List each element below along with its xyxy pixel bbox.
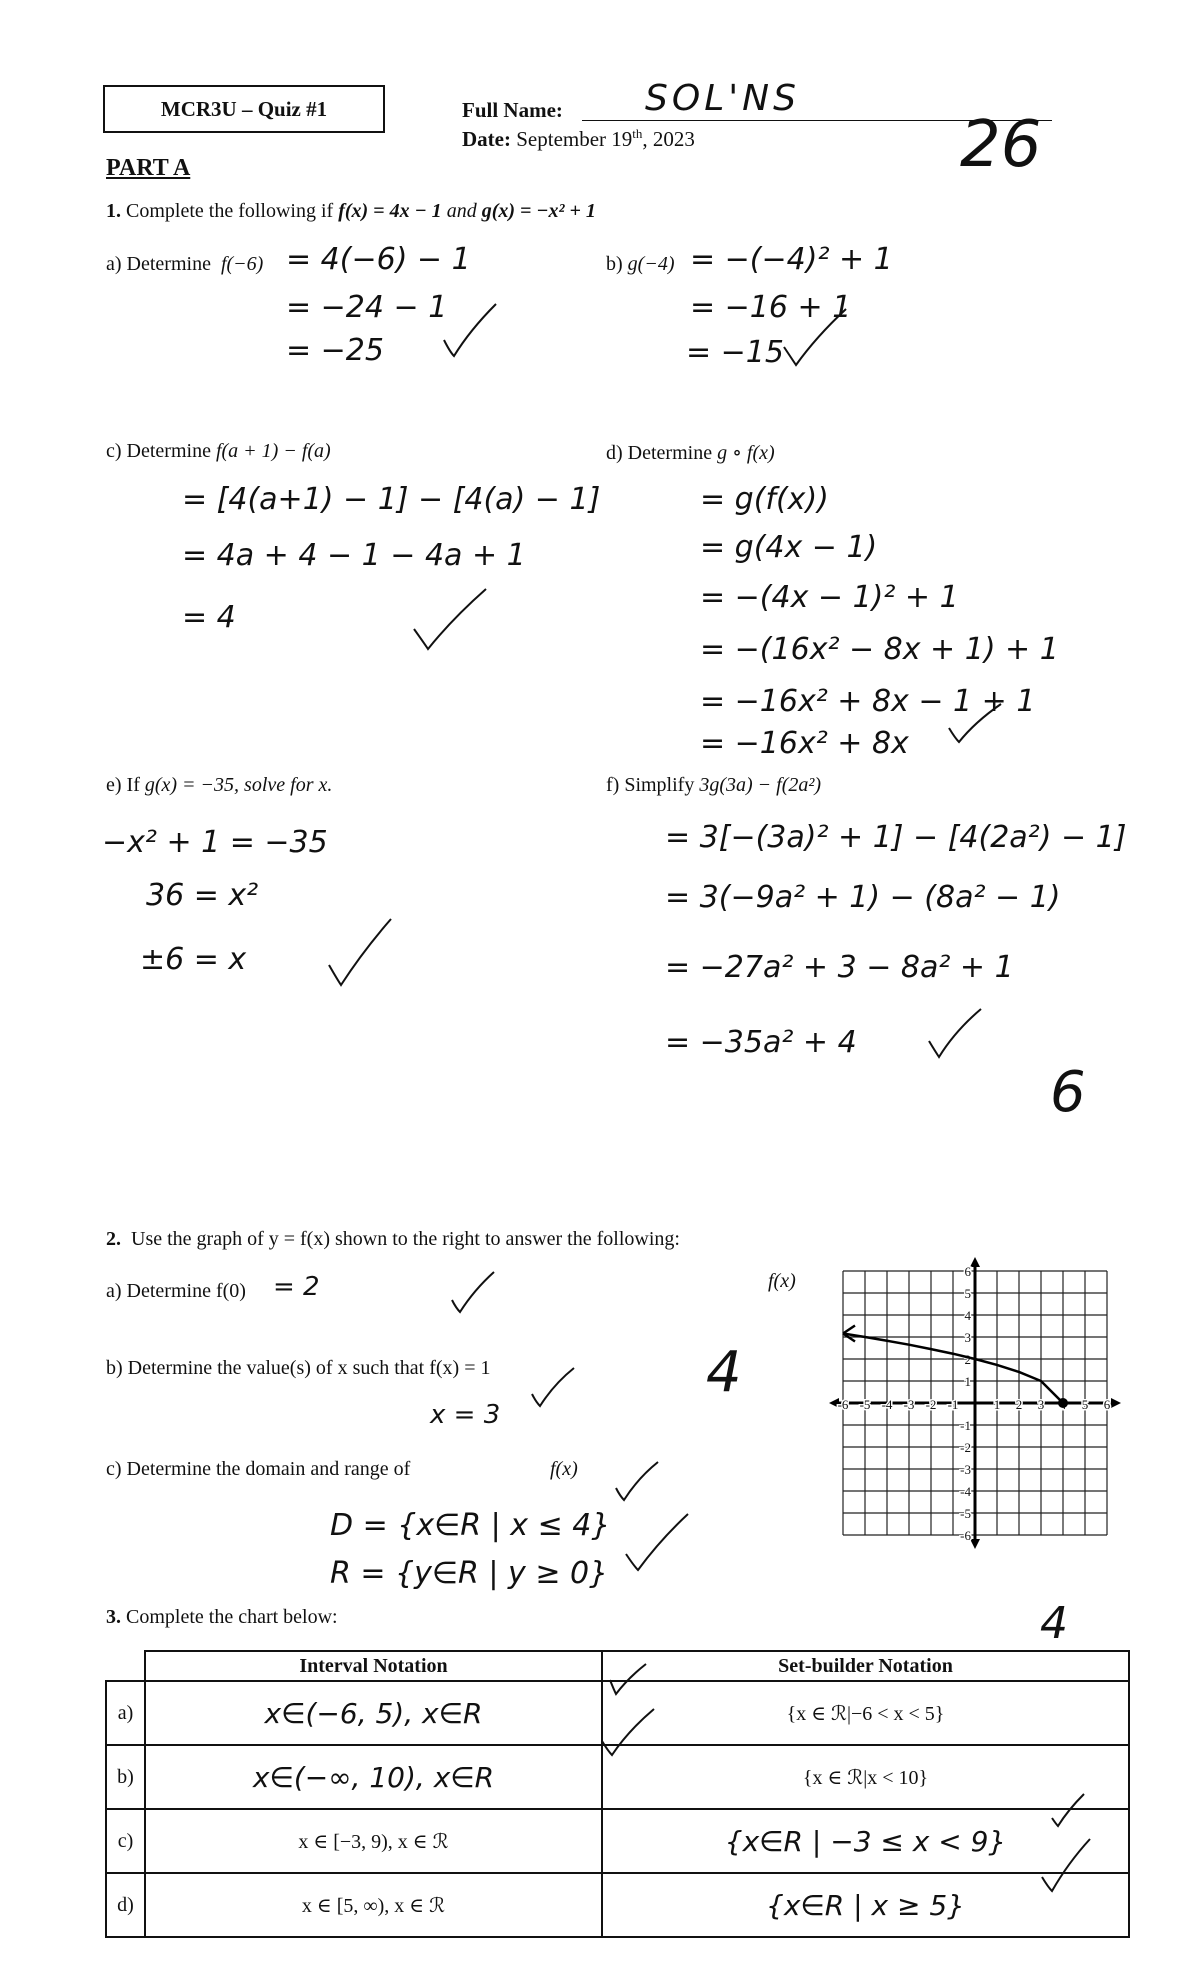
q3-prompt: 3. Complete the chart below: [106, 1606, 338, 1628]
check-mark-icon [598, 1705, 658, 1760]
y-tick-label: 3 [964, 1330, 971, 1345]
q1f-label: f) Simplify 3g(3a) − f(2a²) [606, 774, 822, 796]
y-tick-label: -3 [960, 1462, 971, 1477]
q2a-label: a) Determine f(0) [106, 1280, 246, 1302]
quiz-title: MCR3U – Quiz #1 [103, 85, 385, 133]
q2c-range: R = {y∈R | y ≥ 0} [330, 1556, 609, 1591]
total-mark: 26 [960, 108, 1042, 182]
setbuilder-cell: {x ∈ ℛ|x < 10} [602, 1745, 1129, 1809]
header-setbuilder: Set-builder Notation [602, 1651, 1129, 1681]
y-axis-arrow-icon [970, 1257, 980, 1267]
check-mark-icon [925, 1005, 985, 1060]
y-tick-label: 1 [964, 1374, 971, 1389]
interval-cell: x ∈ [−3, 9), x ∈ ℛ [145, 1809, 602, 1873]
q1e-work-2: 36 = x² [146, 878, 259, 913]
row-label: b) [106, 1745, 145, 1809]
check-mark-icon [612, 1458, 662, 1504]
check-mark-icon [1048, 1790, 1088, 1830]
q1a-work-3: = −25 [286, 333, 384, 368]
q1d-work-2: = g(4x − 1) [700, 530, 878, 565]
y-tick-label: 6 [964, 1264, 971, 1279]
table-corner [106, 1651, 145, 1681]
q1b-label: b) g(−4) [606, 253, 675, 275]
q1d-work-6: = −16x² + 8x [700, 726, 909, 761]
table-row [106, 1809, 1129, 1873]
row-label: c) [106, 1809, 145, 1873]
y-tick-label: 2 [964, 1352, 971, 1367]
y-tick-label: -1 [960, 1418, 971, 1433]
header-interval: Interval Notation [145, 1651, 602, 1681]
q1d-label: d) Determine g ∘ f(x) [606, 442, 775, 464]
check-mark-icon [410, 585, 490, 655]
x-tick-label: 6 [1103, 1397, 1111, 1412]
graph-label: f(x) [768, 1270, 796, 1292]
q1b-work-2: = −16 + 1 [690, 290, 852, 325]
y-tick-label: -2 [960, 1440, 971, 1455]
setbuilder-cell: {x ∈ ℛ|−6 < x < 5} [602, 1681, 1129, 1745]
interval-cell: x∈(−6, 5), x∈R [145, 1681, 602, 1745]
q1f-work-1: = 3[−(3a)² + 1] − [4(2a²) − 1] [665, 820, 1127, 855]
x-tick-label: -3 [903, 1397, 915, 1412]
graph-svg [815, 1243, 1135, 1563]
check-mark-icon [325, 915, 395, 990]
x-tick-label: -4 [881, 1397, 893, 1412]
check-mark-icon [1038, 1835, 1094, 1895]
row-label: a) [106, 1681, 145, 1745]
q1-mark: 6 [1050, 1060, 1086, 1125]
q1d-work-4: = −(16x² − 8x + 1) + 1 [700, 632, 1059, 667]
q1f-work-2: = 3(−9a² + 1) − (8a² − 1) [665, 880, 1061, 915]
setbuilder-cell: {x∈R | −3 ≤ x < 9} [602, 1809, 1129, 1873]
x-tick-label: -1 [947, 1397, 959, 1412]
q2c-label: c) Determine the domain and range of [106, 1458, 411, 1480]
q1f-work-4: = −35a² + 4 [665, 1025, 857, 1060]
name-value: SOL'NS [645, 78, 800, 119]
q2c-label-fn: f(x) [550, 1458, 578, 1480]
q1-prompt: 1. Complete the following if f(x) = 4x − 1 and g(x) = −x² + 1 [106, 200, 596, 222]
check-mark-icon [780, 305, 850, 370]
y-tick-label: -6 [960, 1528, 971, 1543]
check-mark-icon [448, 1268, 498, 1316]
q2c-domain: D = {x∈R | x ≤ 4} [330, 1508, 611, 1543]
q2a-answer: = 2 [273, 1272, 320, 1302]
x-axis-arrow-icon [1111, 1398, 1121, 1408]
date-line: Date: September 19th, 2023 [462, 126, 695, 151]
x-tick-label: -2 [925, 1397, 937, 1412]
x-tick-label: -6 [837, 1397, 849, 1412]
series-endpoint [1058, 1398, 1068, 1408]
y-tick-label: 4 [964, 1308, 971, 1323]
check-mark-icon [528, 1364, 578, 1410]
setbuilder-cell: {x∈R | x ≥ 5} [602, 1873, 1129, 1937]
q1c-work-2: = 4a + 4 − 1 − 4a + 1 [182, 538, 526, 573]
check-mark-icon [440, 300, 500, 360]
x-tick-label: 5 [1081, 1397, 1089, 1412]
q1e-label: e) If g(x) = −35, solve for x. [106, 774, 333, 796]
q2b-answer: x = 3 [430, 1400, 501, 1430]
interval-cell: x∈(−∞, 10), x∈R [145, 1745, 602, 1809]
q2-prompt: 2. Use the graph of y = f(x) shown to the right to answer the following: [106, 1228, 680, 1250]
q2-mark: 4 [706, 1340, 742, 1405]
q1a-work-1: = 4(−6) − 1 [286, 242, 471, 277]
y-axis-arrow-icon [970, 1539, 980, 1549]
y-tick-label: 5 [964, 1286, 971, 1301]
part-a-heading: PART A [106, 155, 191, 181]
q1f-work-3: = −27a² + 3 − 8a² + 1 [665, 950, 1014, 985]
check-mark-icon [622, 1510, 692, 1574]
row-label: d) [106, 1873, 145, 1937]
x-tick-label: -5 [859, 1397, 871, 1412]
table-row [106, 1873, 1129, 1937]
function-graph [815, 1243, 1135, 1568]
check-mark-icon [945, 700, 1005, 745]
q1b-work-1: = −(−4)² + 1 [690, 242, 893, 277]
q1c-work-3: = 4 [182, 600, 236, 635]
y-tick-label: -4 [960, 1484, 971, 1499]
q1d-work-5: = −16x² + 8x − 1 + 1 [700, 684, 1036, 719]
interval-cell: x ∈ [5, ∞), x ∈ ℛ [145, 1873, 602, 1937]
x-tick-label: 1 [993, 1397, 1001, 1412]
q1c-label: c) Determine f(a + 1) − f(a) [106, 440, 331, 462]
y-tick-label: -5 [960, 1506, 971, 1521]
x-tick-label: 2 [1015, 1397, 1023, 1412]
q1d-work-3: = −(4x − 1)² + 1 [700, 580, 959, 615]
q1d-work-1: = g(f(x)) [700, 482, 829, 517]
q1e-work-3: ±6 = x [140, 942, 247, 977]
q2b-label: b) Determine the value(s) of x such that f(x) = 1 [106, 1357, 491, 1379]
q1e-work-1: −x² + 1 = −35 [102, 825, 328, 860]
q1c-work-1: = [4(a+1) − 1] − [4(a) − 1] [182, 482, 601, 517]
q3-mark: 4 [1040, 1598, 1068, 1649]
q1b-work-3: = −15 [686, 335, 784, 370]
name-label: Full Name: [462, 98, 563, 122]
q1a-label: a) Determine f(−6) [106, 253, 264, 275]
q1a-work-2: = −24 − 1 [286, 290, 448, 325]
check-mark-icon [606, 1660, 651, 1700]
x-tick-label: 3 [1037, 1397, 1045, 1412]
